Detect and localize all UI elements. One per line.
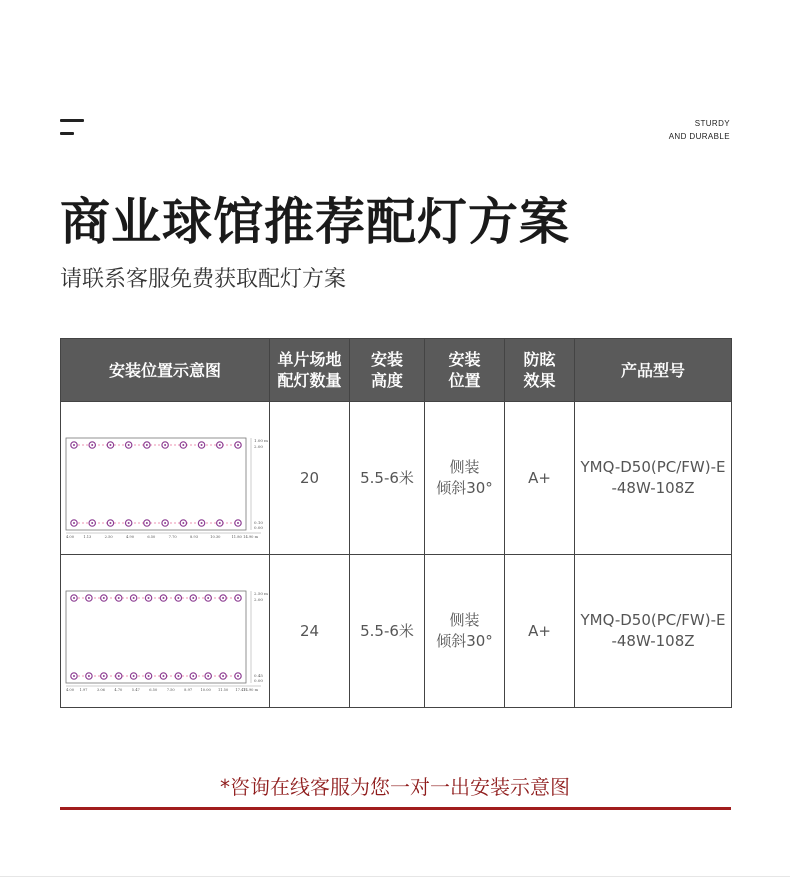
col-header-line: 防眩 — [523, 350, 556, 369]
lamp-marker-core — [182, 444, 184, 446]
col-header-glare — [505, 339, 575, 402]
col-header-count — [270, 339, 350, 402]
lamp-marker-core — [102, 597, 104, 599]
page-bottom-border — [0, 876, 790, 877]
lamp-marker-core — [73, 444, 75, 446]
lamp-marker-core — [102, 675, 104, 677]
x-tick-label: 7.50 — [166, 688, 175, 691]
lamp-count: 24 — [270, 555, 350, 708]
x-tick-label: 7.70 — [168, 535, 177, 538]
lamp-marker-core — [177, 597, 179, 599]
lamp-marker-core — [200, 522, 202, 524]
dimension-label: 0.00 — [253, 678, 263, 683]
tagline-line-2: AND DURABLE — [668, 132, 730, 141]
lamp-marker-core — [145, 444, 147, 446]
accent-divider — [60, 807, 731, 810]
dimension-label: 2.00 — [253, 444, 263, 449]
lamp-marker-core — [87, 675, 89, 677]
x-tick-label: 8.93 — [189, 535, 198, 538]
x-tick-label: 6.50 — [146, 535, 155, 538]
lamp-marker-core — [162, 675, 164, 677]
x-tick-label: 11.50 — [217, 688, 228, 691]
lamp-marker-core — [117, 675, 119, 677]
dimension-label: 1.00 m — [253, 438, 268, 443]
lamp-count: 20 — [270, 402, 350, 555]
lamp-marker-core — [237, 522, 239, 524]
lamp-marker-core — [222, 675, 224, 677]
court-outline — [66, 438, 246, 530]
x-tick-label: 14.90 m — [242, 535, 258, 538]
lighting-spec-table — [60, 338, 732, 708]
col-header-position — [425, 339, 505, 402]
install-position: 侧装 倾斜30° — [425, 555, 505, 708]
x-tick-label: 14.90 m — [242, 688, 258, 691]
dimension-label: 2.50 m — [253, 591, 268, 596]
lamp-marker-core — [192, 597, 194, 599]
lamp-marker-core — [73, 597, 75, 599]
col-header-line: 高度 — [370, 371, 403, 390]
page-subtitle: 请联系客服免费获取配灯方案 — [60, 267, 347, 292]
x-tick-label: 8.97 — [183, 688, 192, 691]
page-title: 商业球馆推荐配灯方案 — [60, 193, 570, 251]
lamp-marker-core — [147, 597, 149, 599]
lamp-marker-core — [91, 522, 93, 524]
consult-notice: *咨询在线客服为您一对一出安装示意图 — [220, 775, 570, 799]
court-outline — [66, 591, 246, 683]
lamp-marker-core — [145, 522, 147, 524]
lamp-marker-core — [222, 597, 224, 599]
x-tick-label: 17.47 — [234, 688, 246, 691]
layout-diagram-cell — [61, 555, 270, 708]
col-header-diagram: 安装位置示意图 — [61, 339, 270, 402]
dimension-label: 0.00 — [253, 525, 263, 530]
lamp-marker-core — [87, 597, 89, 599]
lamp-marker-core — [182, 522, 184, 524]
lamp-marker-core — [91, 444, 93, 446]
lamp-marker-core — [147, 675, 149, 677]
col-header-line: 效果 — [523, 371, 556, 390]
x-tick-label: 1.13 — [82, 535, 91, 538]
lamp-marker-core — [237, 444, 239, 446]
install-height: 5.5-6米 — [350, 555, 425, 708]
x-tick-label: 11.80 — [231, 535, 242, 538]
dimension-label: 0.45 — [253, 673, 263, 678]
product-model: YMQ-D50(PC/FW)-E -48W-108Z — [575, 555, 732, 708]
lamp-marker-core — [218, 444, 220, 446]
dimension-label: 2.00 — [253, 597, 263, 602]
lamp-marker-core — [207, 675, 209, 677]
lamp-marker-core — [73, 675, 75, 677]
glare-rating: A+ — [505, 555, 575, 708]
lamp-marker-core — [192, 675, 194, 677]
lamp-marker-core — [164, 444, 166, 446]
lamp-marker-core — [200, 444, 202, 446]
lamp-marker-core — [109, 522, 111, 524]
lamp-marker-core — [162, 597, 164, 599]
x-tick-label: 10.30 — [209, 535, 220, 538]
lamp-marker-core — [132, 675, 134, 677]
lamp-marker-core — [237, 597, 239, 599]
layout-diagram-cell — [61, 402, 270, 555]
lamp-marker-core — [127, 522, 129, 524]
x-tick-label: 4.70 — [113, 688, 122, 691]
glare-rating: A+ — [505, 402, 575, 555]
lamp-marker-core — [218, 522, 220, 524]
menu-icon[interactable] — [60, 119, 86, 137]
install-position: 侧装 倾斜30° — [425, 402, 505, 555]
col-header-model: 产品型号 — [575, 339, 732, 402]
x-tick-label: 3.06 — [96, 688, 105, 691]
lamp-marker-core — [237, 675, 239, 677]
x-tick-label: 5.47 — [131, 688, 140, 691]
x-tick-label: 1.97 — [78, 688, 87, 691]
table-header-row — [61, 339, 732, 402]
col-header-line: 单片场地 — [277, 350, 342, 369]
tagline-line-1: STURDY — [694, 119, 730, 128]
table-row — [61, 555, 732, 708]
lamp-marker-core — [73, 522, 75, 524]
lamp-marker-core — [164, 522, 166, 524]
lamp-marker-core — [207, 597, 209, 599]
col-header-line: 安装 — [448, 350, 481, 369]
x-tick-label: 4.00 — [65, 535, 74, 538]
x-tick-label: 10.00 — [199, 688, 211, 691]
lamp-marker-core — [109, 444, 111, 446]
col-header-line: 位置 — [448, 371, 481, 390]
col-header-line: 安装 — [370, 350, 403, 369]
col-header-line: 配灯数量 — [277, 371, 342, 390]
lamp-marker-core — [132, 597, 134, 599]
install-height: 5.5-6米 — [350, 402, 425, 555]
lamp-marker-core — [177, 675, 179, 677]
x-tick-label: 4.00 — [65, 688, 74, 691]
dimension-label: 0.10 — [253, 520, 263, 525]
court-layout-diagram — [63, 418, 268, 538]
x-tick-label: 2.50 — [104, 535, 113, 538]
x-tick-label: 6.50 — [148, 688, 157, 691]
x-tick-label: 4.90 — [125, 535, 134, 538]
tagline — [669, 117, 730, 143]
col-header-height — [350, 339, 425, 402]
product-model: YMQ-D50(PC/FW)-E -48W-108Z — [575, 402, 732, 555]
court-layout-diagram — [63, 571, 268, 691]
lamp-marker-core — [117, 597, 119, 599]
lamp-marker-core — [127, 444, 129, 446]
table-row — [61, 402, 732, 555]
